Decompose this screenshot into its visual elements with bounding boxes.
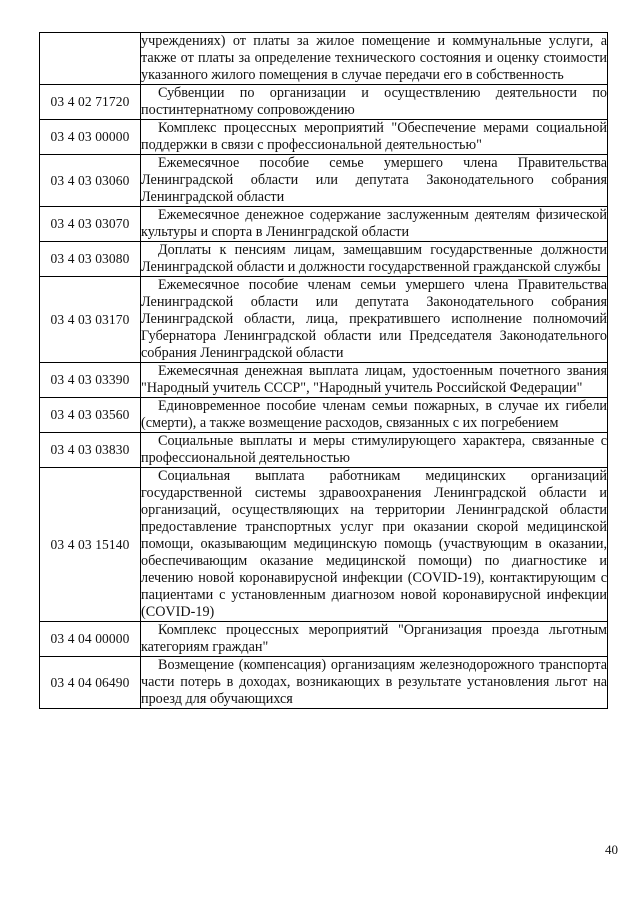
table-row [40,85,608,120]
row-description-text: учреждениях) от платы за жилое помещение и коммунальные услуги, а также от платы за определение технического состояния и оценку стоимости указанного жилого помещения в случае передачи его в собственность [141,33,607,83]
row-description-text: Социальные выплаты и меры стимулирующего характера, связанные с профессиональной деятельностью [141,433,607,466]
row-description-text: Ежемесячное пособие семье умершего члена Правительства Ленинградской области или депутата Законодательного собрания Ленинградской области [141,155,607,205]
row-code [40,33,141,85]
table-row [40,433,608,468]
row-code: 03 4 04 00000 [40,622,141,657]
table-row [40,468,608,622]
table-body [40,33,608,709]
row-description-text: Комплекс процессных мероприятий "Организация проезда льготным категориям граждан" [141,622,607,655]
table-row [40,207,608,242]
row-code: 03 4 03 03170 [40,277,141,363]
row-description [141,207,608,242]
row-description-text: Ежемесячное пособие членам семьи умершего члена Правительства Ленинградской области или депутата Законодательного собрания Ленинградской области, лица, прекратившего исполнение полномочий Губернатора Ленинградской области или Председателя Законодательного собрания Ленинградской области [141,277,607,361]
row-description-text: Социальная выплата работникам медицинских организаций государственной системы здравоохранения Ленинградской области и организаций, осуществляющих на территории Ленинградской области предоставление транспортных услуг при оказании скорой медицинской помощи, оказывающим медицинскую помощь (участвующим в оказании, обеспечивающим оказание медицинской помощи) по диагностике и лечению новой коронавирусной инфекции (COVID-19), контактирующим с пациентами с установленным диагнозом новой коронавирусной инфекции (COVID-19) [141,468,607,620]
row-code: 03 4 03 03080 [40,242,141,277]
row-description-text: Доплаты к пенсиям лицам, замещавшим государственные должности Ленинградской области и должности государственной гражданской службы [141,242,607,275]
row-code: 03 4 03 03390 [40,363,141,398]
row-code: 03 4 03 03060 [40,155,141,207]
row-description [141,277,608,363]
row-description-text: Ежемесячная денежная выплата лицам, удостоенным почетного звания "Народный учитель СССР", "Народный учитель Российской Федерации" [141,363,607,396]
row-description-text: Субвенции по организации и осуществлению деятельности по постинтернатному сопровождению [141,85,607,118]
row-description-text: Ежемесячное денежное содержание заслуженным деятелям физической культуры и спорта в Ленинградской области [141,207,607,240]
row-description-text: Комплекс процессных мероприятий "Обеспечение мерами социальной поддержки в связи с профессиональной деятельностью" [141,120,607,153]
row-code: 03 4 03 03560 [40,398,141,433]
row-description [141,120,608,155]
row-code: 03 4 03 03830 [40,433,141,468]
table-row [40,622,608,657]
row-description [141,363,608,398]
row-description-text: Возмещение (компенсация) организациям железнодорожного транспорта части потерь в доходах, возникающих в результате установления льгот на проезд для обучающихся [141,657,607,707]
table-row [40,277,608,363]
row-description [141,622,608,657]
row-description [141,398,608,433]
table-row [40,155,608,207]
row-description [141,33,608,85]
row-code: 03 4 02 71720 [40,85,141,120]
table-row [40,242,608,277]
row-code: 03 4 04 06490 [40,657,141,709]
page-number: 40 [605,842,618,857]
row-description [141,433,608,468]
row-description [141,468,608,622]
table-row [40,120,608,155]
row-description-text: Единовременное пособие членам семьи пожарных, в случае их гибели (смерти), а также возмещение расходов, связанных с их погребением [141,398,607,431]
row-code: 03 4 03 00000 [40,120,141,155]
row-code: 03 4 03 03070 [40,207,141,242]
row-description [141,85,608,120]
table-row [40,657,608,709]
table-row [40,363,608,398]
table-row [40,398,608,433]
row-description [141,155,608,207]
row-code: 03 4 03 15140 [40,468,141,622]
row-description [141,657,608,709]
budget-codes-table [39,32,608,709]
row-description [141,242,608,277]
table-row [40,33,608,85]
